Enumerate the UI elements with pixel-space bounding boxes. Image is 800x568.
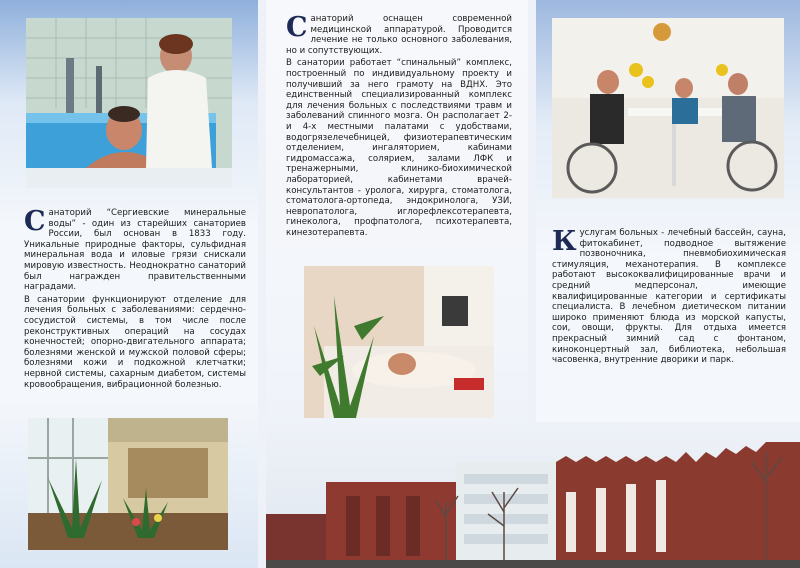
- services-paragraph: услугам больных - лечебный бассейн, сауна, фитокабинет, подводное вытяжение позвоночника, пневмобиохимическая стимуляция, механотерапия. В комплексе работают высококвалифицированные врачи и средний медперсонал, имеющие квалифицированные категории и сертификаты специалиста. В лечебном диетическом питании широко применяют блюда из морской капусты, сои, овощи, фрукты. Для отдыха имеется прекрасный зимний сад с фонтаном, киноконцертный зал, библиотека, небольшая часовенка, внутренние дворики и парк.: [552, 228, 786, 366]
- photo-massage-bath: [304, 266, 494, 418]
- spinal-complex-paragraph: В санатории работает “спинальный” комплекс, построенный по индивидуальному проекту и получивший за него грамоту на ВДНХ. Это единственный специализированный комплекс для лечения больных с последствиями травм и заболеваний спинного мозга. Он располагает 2- и 4-х местными палатами с удобствами, водогрязелечебницей, физиотерапевтическим отделением, ингаляторием, кабинами гидромассажа, соляриeм, залами ЛФК и тренажерными, клинико-биохимической лабораторией, кабинетами врачей-консультантов - уролога, хирурга, стоматолога, стоматолога-ортопеда, эндокринолога, УЗИ, невропатолога, иглорефлексотерапевта, гинеколога, профпатолога, психотерапевта, кинезотерапевта.: [286, 58, 512, 238]
- departments-paragraph: В санатории функционируют отделение для лечения больных с заболеваниями: сердечно-сосудистой системы, в том числе после реконструктивных операций на сосудах конечностей; опорно-двигательного аппарата; болезнями женской и мужской половой сферы; болезнями кожи и подкожной клетчатки; нервной системы, сахарным диабетом, системы кровообращения, вибрационной болезнью.: [24, 294, 246, 390]
- photo-winter-garden: [28, 418, 228, 550]
- intro-paragraph: анаторий “Сергиевские минеральные воды” - один из старейших санаториев России, был основан в 1833 году. Уникальные природные факторы, сульфидная минеральная вода и иловые грязи снискали мировую известность. Неоднократно санаторий был награжден правительственными наградами.: [24, 208, 246, 293]
- panel-left: [0, 0, 258, 568]
- photo-bath-treatment: [26, 18, 232, 188]
- services-dropcap: К: [552, 226, 577, 257]
- services-text-block: [552, 228, 786, 368]
- photo-sanatorium-building: [266, 422, 800, 568]
- equipment-text-block: [286, 14, 512, 240]
- intro-dropcap: С: [24, 206, 46, 237]
- fold-gap: [258, 0, 266, 568]
- intro-text-block: [24, 208, 246, 392]
- photo-wheelchair-patients: [552, 18, 784, 198]
- equipment-paragraph: анаторий оснащен современной медицинской аппаратурой. Проводится лечение не только основного заболевания, но и сопутствующих.: [286, 14, 512, 56]
- equipment-dropcap: С: [286, 12, 308, 43]
